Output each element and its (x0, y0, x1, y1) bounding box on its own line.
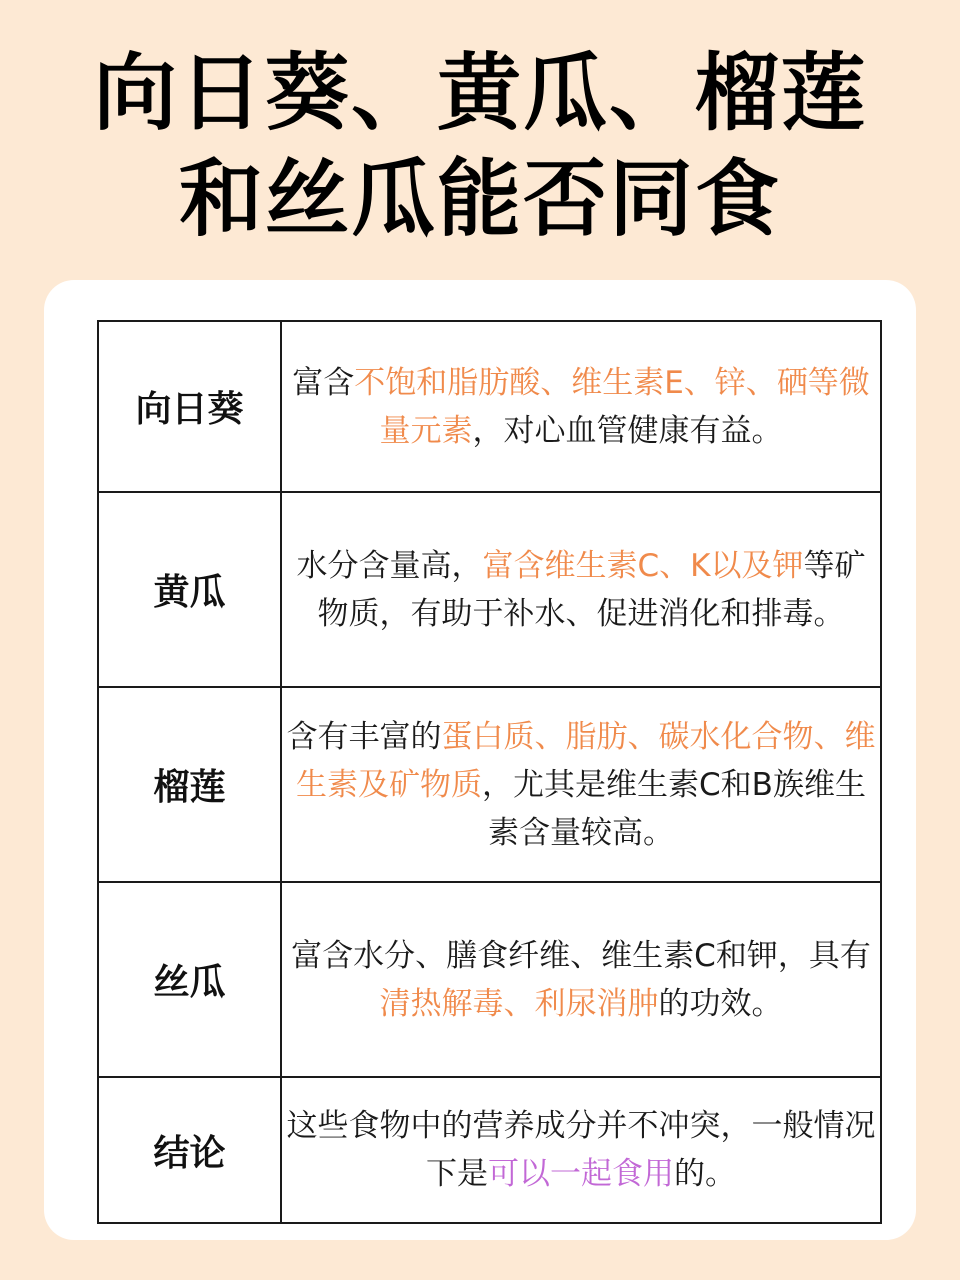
food-name-cell: 丝瓜 (98, 882, 281, 1077)
food-desc-cell (281, 321, 881, 492)
highlighted-text: 蛋白质、脂肪、碳水化合物、维生素及矿物质 (296, 718, 876, 803)
table-row (98, 882, 881, 1077)
highlighted-text: 清热解毒、利尿消肿 (379, 985, 659, 1022)
food-name-cell: 榴莲 (98, 687, 281, 882)
title-line-1: 向日葵、黄瓜、榴莲 (92, 44, 867, 142)
food-desc-cell (281, 492, 881, 687)
description-text: 含有丰富的 (286, 718, 442, 755)
table-row (98, 321, 881, 492)
description-text: ，尤其是维生素C和B族维生素含量较高。 (482, 766, 866, 851)
description-text: 水分含量高， (296, 547, 483, 584)
page-title (0, 40, 960, 252)
table-row (98, 492, 881, 687)
description-text: 等矿物质，有助于补水、促进消化和排毒。 (317, 547, 866, 632)
food-compatibility-table (97, 320, 882, 1224)
description-text: 的。 (674, 1156, 736, 1192)
table-row (98, 1077, 881, 1223)
highlighted-text: 可以一起食用 (488, 1156, 674, 1192)
food-desc-cell (281, 687, 881, 882)
food-name-cell: 黄瓜 (98, 492, 281, 687)
title-line-2: 和丝瓜能否同食 (178, 150, 781, 248)
table-row (98, 687, 881, 882)
conclusion-desc-cell (281, 1077, 881, 1223)
conclusion-label-cell: 结论 (98, 1077, 281, 1223)
food-desc-cell (281, 882, 881, 1077)
description-text: 富含水分、膳食纤维、维生素C和钾，具有 (291, 937, 871, 974)
highlighted-text: 富含维生素C、K以及钾 (482, 547, 804, 584)
description-text: ，对心血管健康有益。 (472, 412, 783, 449)
description-text: 富含 (292, 364, 355, 401)
description-text: 的功效。 (658, 985, 783, 1022)
description-text: 这些食物中的营养成分并不冲突，一般情况下是 (286, 1108, 876, 1192)
highlighted-text: 不饱和脂肪酸、维生素E、锌、硒等微量元素 (354, 364, 870, 449)
food-name-cell: 向日葵 (98, 321, 281, 492)
